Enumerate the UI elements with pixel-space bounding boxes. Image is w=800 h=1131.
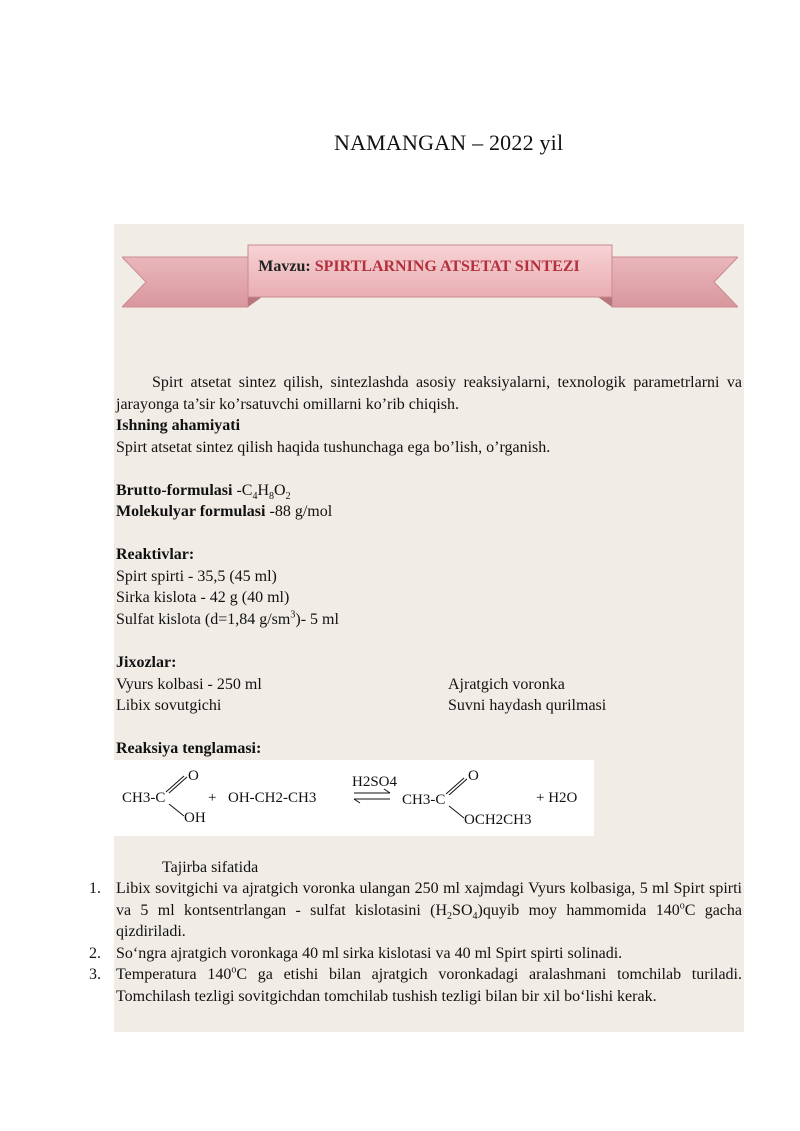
brutto-separator: - — [232, 482, 242, 499]
reagent-item-sulfuric — [116, 609, 742, 631]
step-subscript: 2 — [447, 910, 453, 922]
brutto-o-count: 2 — [285, 491, 291, 503]
sulfuric-text: Sulfat kislota (d=1,84 g/sm — [116, 611, 291, 628]
step-text: )quyib moy hammomida 140 — [477, 901, 680, 919]
procedure-steps — [89, 878, 743, 1007]
step-text: Libix sovitgichi va ajratgich voronka ulangan 250 ml xajmdagi Vyurs kolbasiga, 5 ml Spirt spirti va 5 ml kontsentrlangan - sulfat kislotasini (H — [116, 880, 742, 919]
step-text: C ga etishi bilan ajratgich voronkadagi aralashmani tomchilab turiladi. Tomchilash tezligi sovitgichdan tomchilab tushish tezligi bilan bir xil bo‘lishi kerak. — [116, 966, 743, 1005]
equipment-item: Suvni haydash qurilmasi — [448, 697, 607, 714]
catalyst-h2so4: H2SO4 — [352, 774, 398, 790]
step-text: SO — [452, 901, 473, 919]
topic-name: SPIRTLARNING ATSETAT SINTEZI — [314, 258, 580, 275]
sulfuric-text-end: )- 5 ml — [295, 611, 339, 628]
brutto-c-count: 4 — [252, 491, 258, 503]
reaction-equation — [114, 760, 594, 836]
step-number: 3. — [89, 966, 101, 983]
equipment-item: Libix sovutgichi — [116, 697, 222, 714]
brutto-o: O — [274, 482, 286, 499]
step-number: 2. — [89, 944, 101, 962]
reagent-item: Spirt spirti - 35,5 (45 ml) — [116, 568, 277, 585]
importance-text: Spirt atsetat sintez qilish haqida tushunchaga ega bo’lish, o’rganish. — [116, 439, 551, 456]
procedure-step — [89, 943, 742, 965]
molecular-value: -88 g/mol — [265, 503, 333, 520]
city-year-heading: NAMANGAN – 2022 yil — [334, 130, 564, 155]
step-text: C gacha qizdiriladi. — [116, 901, 743, 940]
reagents-heading: Reaktivlar: — [116, 546, 195, 563]
equipment-heading: Jixozlar: — [116, 654, 177, 671]
step-text: Temperatura 140 — [116, 966, 232, 983]
ethanol: OH-CH2-CH3 — [228, 790, 317, 806]
step-superscript: o — [231, 964, 237, 976]
equipment-item: Ajratgich voronka — [448, 676, 565, 693]
plus-sign: + — [208, 790, 217, 806]
step-superscript: o — [679, 900, 685, 912]
equipment-item: Vyurs kolbasi - 250 ml — [116, 676, 262, 693]
procedure-heading: Tajirba sifatida — [162, 859, 259, 876]
brutto-formula — [116, 480, 742, 502]
brutto-c: C — [241, 482, 253, 499]
reagent-item: Sirka kislota - 42 g (40 ml) — [116, 589, 290, 606]
acid-oh: OH — [184, 810, 206, 826]
reaction-heading: Reaksiya tenglamasi: — [116, 740, 262, 757]
brutto-h-count: 8 — [269, 491, 274, 503]
ester-ch3c: CH3-C — [402, 792, 446, 808]
step-number: 1. — [89, 880, 101, 897]
importance-heading: Ishning ahamiyati — [116, 417, 241, 434]
intro-paragraph: Spirt atsetat sintez qilish, sintezlashda asosiy reaksiyalarni, texnologik parametrlarni va jarayonga ta’sir ko’rsatuvchi omillarni ko’rib chiqish. — [116, 374, 742, 413]
brutto-label: Brutto-formulasi — [116, 482, 233, 499]
step-text: So‘ngra ajratgich voronkaga 40 ml sirka kislotasi va 40 ml Spirt spirti solinadi. — [116, 944, 623, 962]
ester-ethoxy: OCH2CH3 — [464, 812, 532, 828]
ester-carbonyl-o: O — [468, 768, 479, 784]
procedure-step — [89, 964, 743, 1007]
water-product: + H2O — [536, 790, 578, 806]
acid-ch3c: CH3-C — [122, 790, 166, 806]
procedure-step — [89, 878, 743, 943]
molecular-formula — [116, 501, 742, 523]
topic-label: Mavzu: — [258, 258, 311, 275]
step-subscript: 4 — [472, 910, 478, 922]
sulfuric-superscript: 3 — [290, 609, 296, 621]
acid-carbonyl-o: O — [188, 768, 199, 784]
brutto-h: H — [257, 482, 269, 499]
molecular-label: Molekulyar formulasi — [116, 503, 266, 520]
topic-title — [248, 254, 590, 279]
